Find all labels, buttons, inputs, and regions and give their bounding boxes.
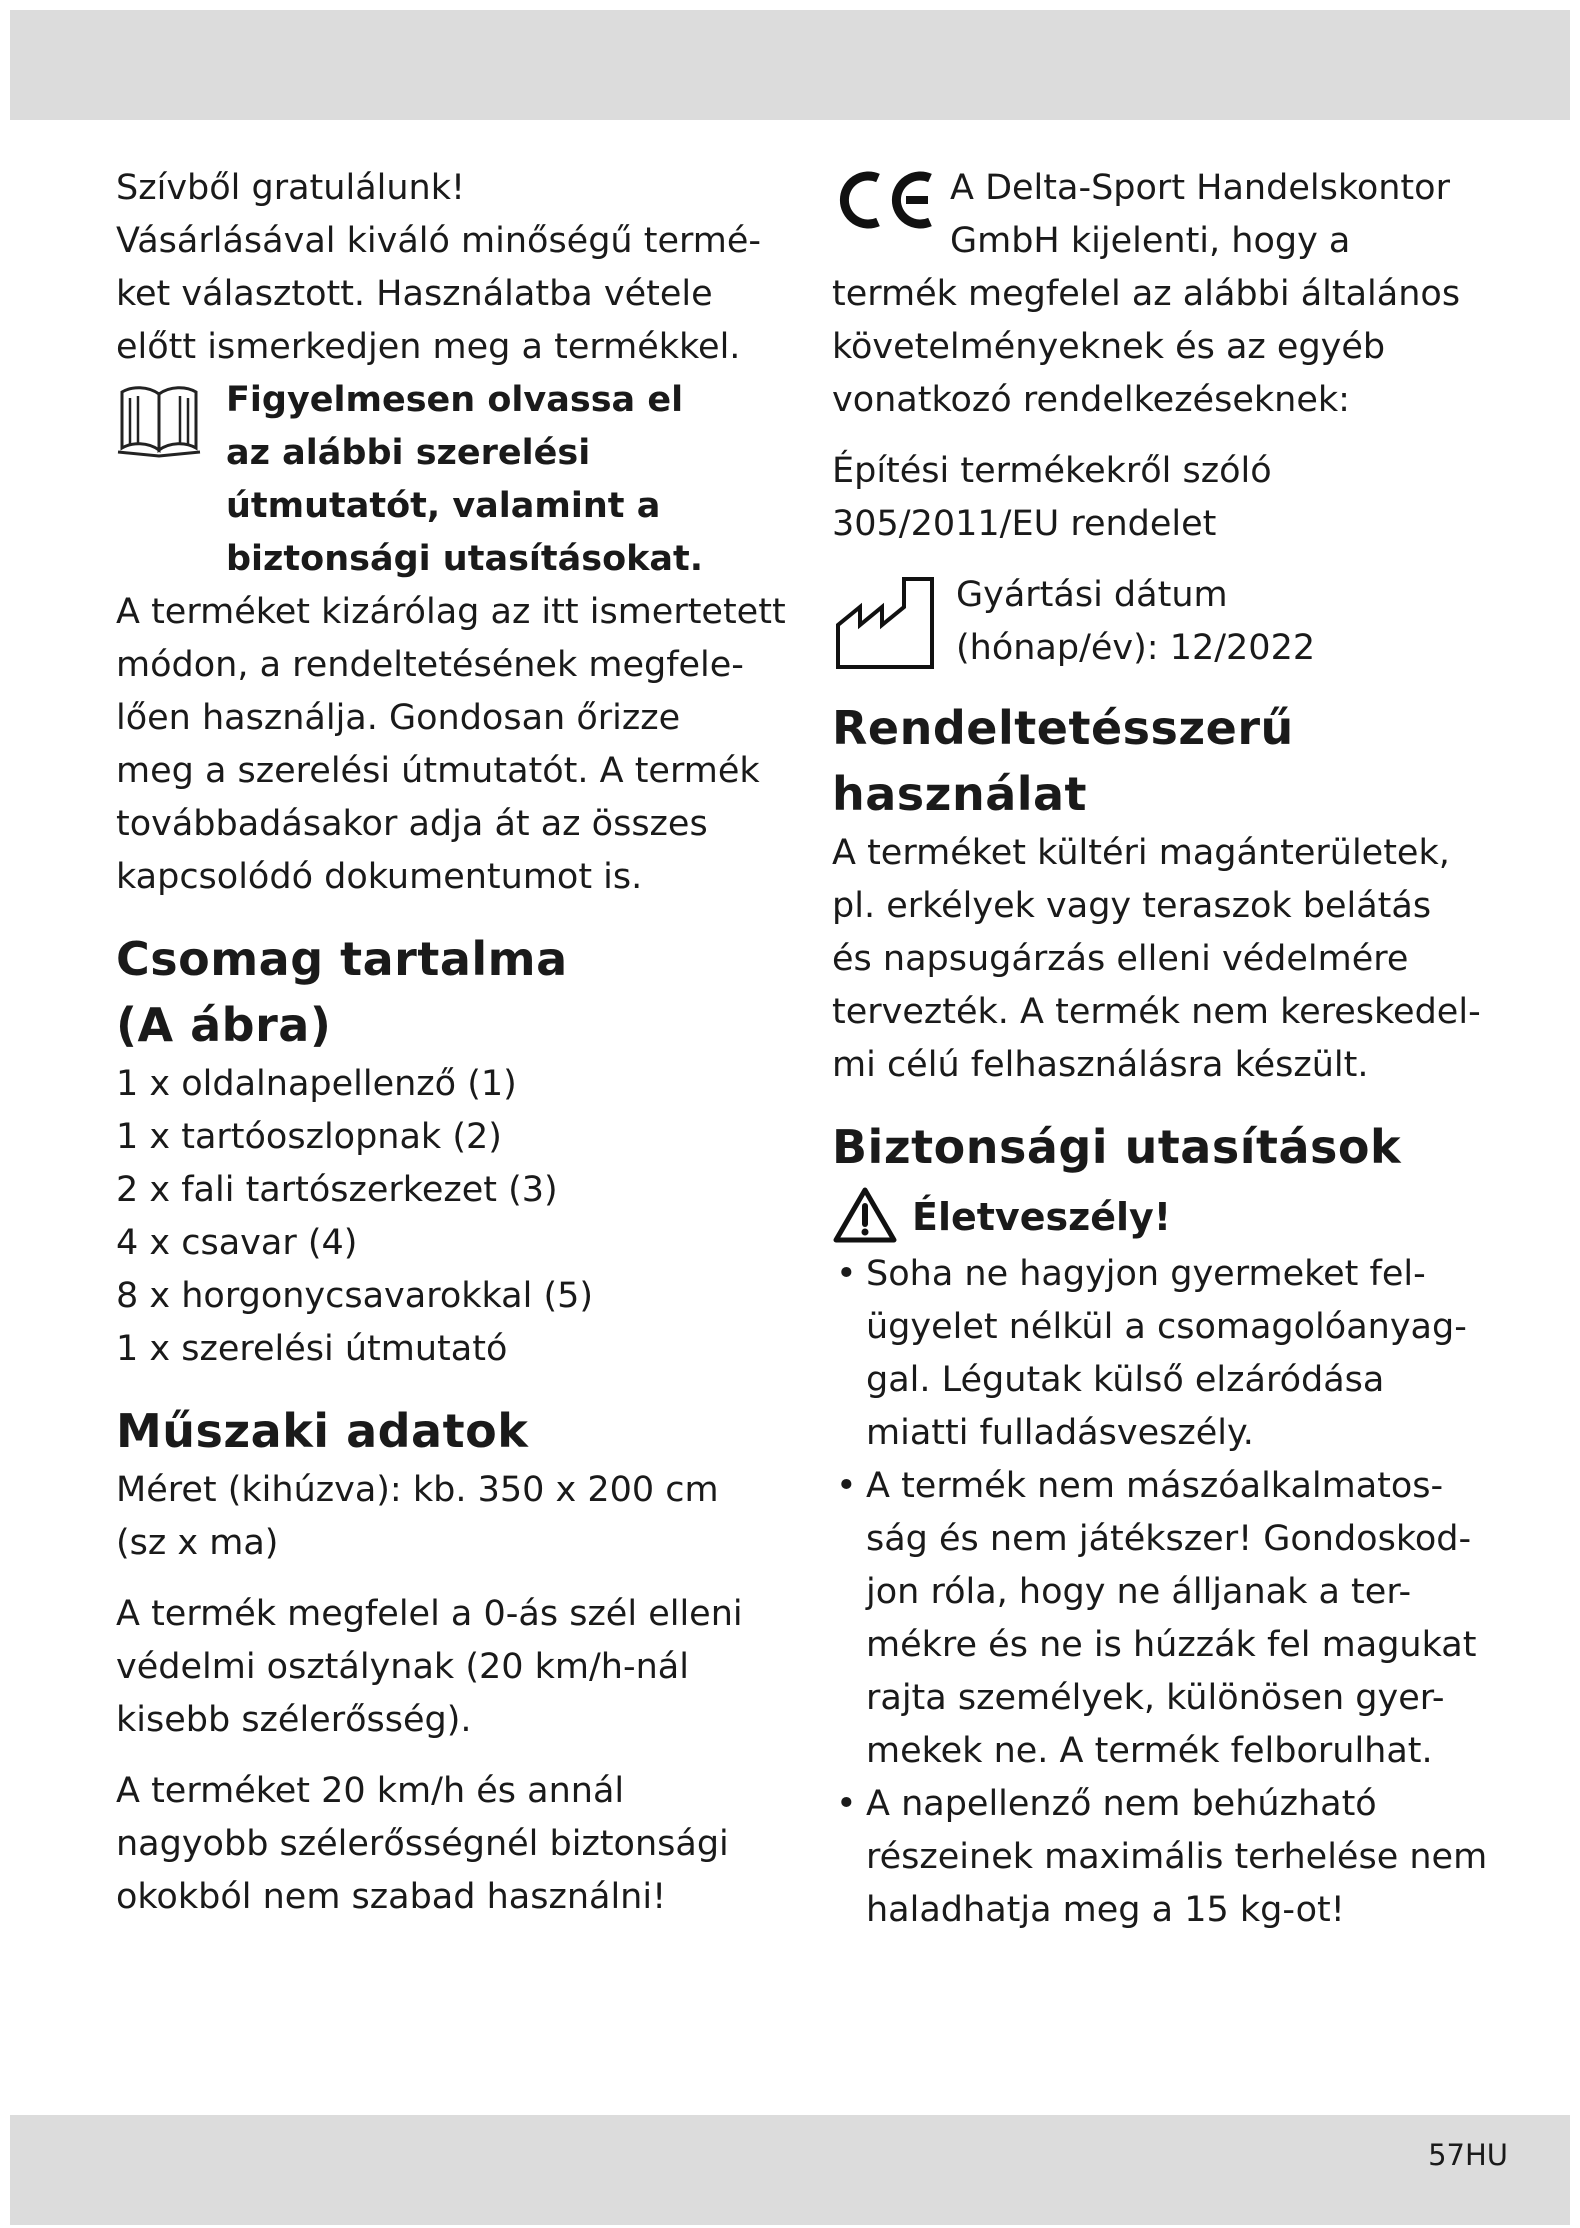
safety-bullets — [832, 1248, 1488, 1937]
bullet-icon: • — [836, 1784, 857, 1824]
package-list — [116, 1058, 766, 1376]
manufacture-line: (hónap/év): 12/2022 — [956, 628, 1316, 668]
manufacture-date — [832, 569, 1482, 675]
usage-line: lően használja. Gondosan őrizze — [116, 698, 681, 738]
list-item: 1 x tartóoszlopnak (2) — [116, 1117, 502, 1157]
intended-heading — [832, 695, 1482, 827]
tech-line: nagyobb szélerősségnél biztonsági — [116, 1824, 729, 1864]
list-item: 1 x oldalnapellenző (1) — [116, 1064, 517, 1104]
usage-line: továbbadásakor adja át az összes — [116, 804, 708, 844]
footer-band — [10, 2115, 1570, 2225]
list-item — [832, 1778, 1488, 1937]
ce-line: GmbH kijelenti, hogy a — [950, 221, 1351, 261]
list-item — [832, 1460, 1482, 1778]
intended-line: tervezték. A termék nem kereskedel- — [832, 992, 1481, 1032]
list-item: 2 x fali tartószerkezet (3) — [116, 1170, 558, 1210]
page-number: 57HU — [1428, 2138, 1508, 2172]
ce-line: termék megfelel az alábbi általános — [832, 274, 1461, 314]
tech-line: kisebb szélerősség). — [116, 1700, 472, 1740]
package-heading — [116, 926, 766, 1058]
regulation-line: Építési termékekről szóló — [832, 451, 1272, 491]
notice-line: útmutatót, valamint a — [226, 486, 661, 526]
bullet-line: A termék nem mászóalkalmatos- — [866, 1466, 1444, 1506]
list-item — [832, 1248, 1482, 1460]
usage-note — [116, 586, 786, 904]
intended-line: A terméket kültéri magánterületek, — [832, 833, 1450, 873]
notice-line: Figyelmesen olvassa el — [226, 380, 684, 420]
intended-line: pl. erkélyek vagy teraszok belátás — [832, 886, 1432, 926]
intro-line: Szívből gratulálunk! — [116, 168, 466, 208]
ce-line: vonatkozó rendelkezéseknek: — [832, 380, 1350, 420]
bullet-line: ság és nem játékszer! Gondoskod- — [866, 1519, 1472, 1559]
open-book-icon — [116, 374, 226, 586]
notice-line: biztonsági utasításokat. — [226, 539, 704, 579]
intended-line: mi célú felhasználásra készült. — [832, 1045, 1369, 1085]
bullet-line: rajta személyek, különösen gyer- — [866, 1678, 1445, 1718]
tech-wind-warning — [116, 1765, 766, 1924]
tech-wind-class — [116, 1588, 766, 1747]
bullet-line: gal. Légutak külső elzáródása — [866, 1360, 1385, 1400]
list-item: 4 x csavar (4) — [116, 1223, 358, 1263]
heading-line: (A ábra) — [116, 998, 332, 1052]
intended-text — [832, 827, 1482, 1092]
tech-line: A termék megfelel a 0-ás szél elleni — [116, 1594, 743, 1634]
intro-line: ket választott. Használatba vétele — [116, 274, 713, 314]
bullet-icon: • — [836, 1254, 857, 1294]
bullet-line: Soha ne hagyjon gyermeket fel- — [866, 1254, 1426, 1294]
bullet-line: mekek ne. A termék felborulhat. — [866, 1731, 1433, 1771]
usage-line: módon, a rendeltetésének megfele- — [116, 645, 744, 685]
read-manual-notice — [116, 374, 766, 586]
intro-text — [116, 162, 766, 374]
warning-triangle-icon — [832, 1186, 912, 1248]
tech-line: (sz x ma) — [116, 1523, 279, 1563]
header-band — [10, 10, 1570, 120]
usage-line: A terméket kizárólag az itt ismertetett — [116, 592, 786, 632]
list-item: 8 x horgonycsavarokkal (5) — [116, 1276, 594, 1316]
ce-declaration — [832, 162, 1482, 268]
tech-line: A terméket 20 km/h és annál — [116, 1771, 625, 1811]
bullet-line: miatti fulladásveszély. — [866, 1413, 1254, 1453]
regulation — [832, 445, 1482, 551]
intended-line: és napsugárzás elleni védelmére — [832, 939, 1409, 979]
tech-line: okokból nem szabad használni! — [116, 1877, 667, 1917]
usage-line: kapcsolódó dokumentumot is. — [116, 857, 643, 897]
bullet-line: ügyelet nélkül a csomagolóanyag- — [866, 1307, 1467, 1347]
ce-line: A Delta-Sport Handelskontor — [950, 168, 1450, 208]
regulation-line: 305/2011/EU rendelet — [832, 504, 1217, 544]
ce-line: követelményeknek és az egyéb — [832, 327, 1386, 367]
tech-heading: Műszaki adatok — [116, 1404, 529, 1458]
bullet-line: részeinek maximális terhelése nem — [866, 1837, 1488, 1877]
bullet-line: haladhatja meg a 15 kg-ot! — [866, 1890, 1345, 1930]
right-column — [832, 162, 1488, 1937]
intro-line: Vásárlásával kiváló minőségű termé- — [116, 221, 762, 261]
bullet-line: mékre és ne is húzzák fel magukat — [866, 1625, 1477, 1665]
heading-line: használat — [832, 767, 1088, 821]
danger-warning — [832, 1186, 1482, 1248]
notice-line: az alábbi szerelési — [226, 433, 591, 473]
ce-continued — [832, 268, 1482, 427]
factory-icon — [832, 569, 956, 675]
intro-line: előtt ismerkedjen meg a termékkel. — [116, 327, 741, 367]
bullet-icon: • — [836, 1466, 857, 1506]
tech-size — [116, 1464, 766, 1570]
bullet-line: A napellenző nem behúzható — [866, 1784, 1377, 1824]
tech-line: Méret (kihúzva): kb. 350 x 200 cm — [116, 1470, 719, 1510]
manufacture-line: Gyártási dátum — [956, 575, 1228, 615]
left-column — [116, 162, 786, 1924]
bullet-line: jon róla, hogy ne álljanak a ter- — [866, 1572, 1412, 1612]
heading-line: Rendeltetésszerű — [832, 701, 1294, 755]
heading-line: Csomag tartalma — [116, 932, 568, 986]
tech-line: védelmi osztálynak (20 km/h-nál — [116, 1647, 689, 1687]
ce-mark-icon — [832, 162, 950, 268]
safety-heading: Biztonsági utasítások — [832, 1120, 1402, 1174]
list-item: 1 x szerelési útmutató — [116, 1329, 508, 1369]
usage-line: meg a szerelési útmutatót. A termék — [116, 751, 760, 791]
danger-label: Életveszély! — [912, 1194, 1172, 1239]
